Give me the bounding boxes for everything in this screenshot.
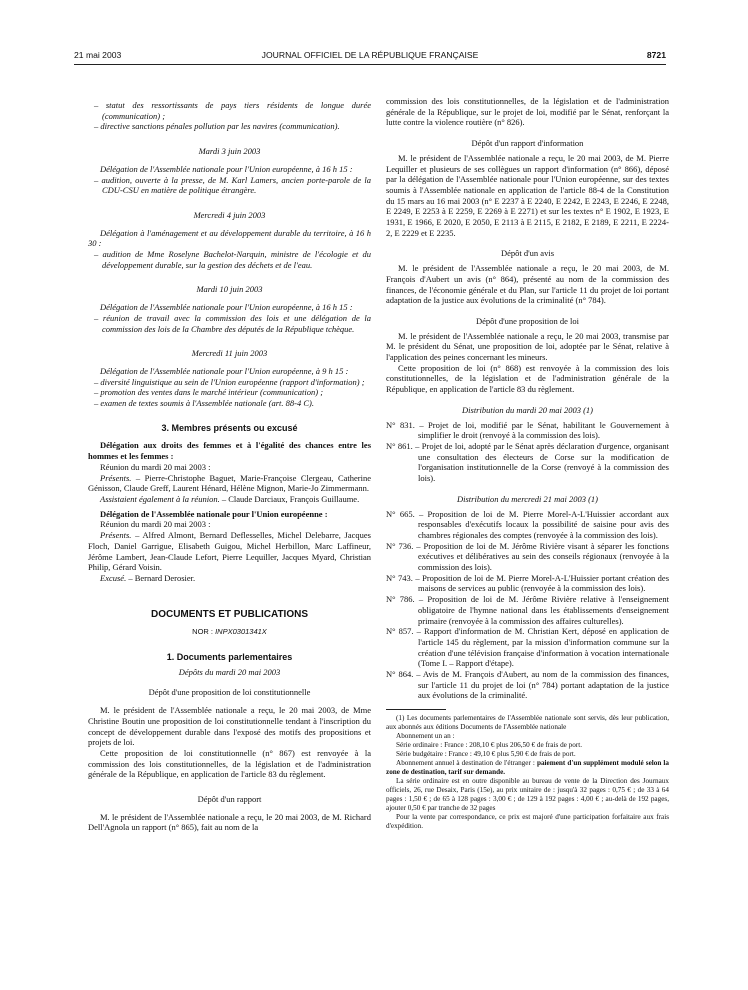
attendance-excused xyxy=(88,573,371,584)
meeting-organ: Délégation de l'Assemblée nationale pour l'Union européenne, à 9 h 15 : xyxy=(100,365,349,376)
right-column xyxy=(386,96,669,831)
subheading: Dépôt d'un rapport d'information xyxy=(471,138,584,149)
document-entry: N° 864. – Avis de M. François d'Aubert, au nom de la commission des finances, sur l'article 11 du projet de loi (n° 784) portant adaptation de la justice aux évolutions de la criminalité. xyxy=(386,669,669,701)
meeting-date: Mercredi 11 juin 2003 xyxy=(191,348,268,359)
meeting-date: Mardi 3 juin 2003 xyxy=(198,146,261,157)
meeting-organ: Délégation de l'Assemblée nationale pour l'Union européenne, à 16 h 15 : xyxy=(100,302,353,313)
section-title: 1. Documents parlementaires xyxy=(166,652,293,663)
distribution-title: Distribution du mardi 20 mai 2003 (1) xyxy=(462,404,593,415)
paragraph: Cette proposition de loi constitutionnelle (n° 867) est renvoyée à la commission des lois constitutionnelles, de la législation et de l'administration générale de la République, en application de l'article 83 du règlement. xyxy=(88,747,371,780)
paragraph: M. le président de l'Assemblée nationale a reçu, le 20 mai 2003, de Mme Christine Boutin une proposition de loi constitutionnelle tendant à l'inscription du concept de développement durable dans l'exposé des motifs des propositions et projets de loi. xyxy=(88,705,371,748)
journal-title: JOURNAL OFFICIEL DE LA RÉPUBLIQUE FRANÇAISE xyxy=(261,50,479,60)
document-entry: N° 665. – Proposition de loi de M. Pierre Morel-A-L'Huissier accordant aux responsables d'exécutifs locaux la possibilité de saisine pour avis des chambres régionales des comptes (renvoyée à la commission des lois). xyxy=(386,508,669,540)
meeting-line: Réunion du mardi 20 mai 2003 : xyxy=(100,519,211,530)
nor-value: INPX0301341X xyxy=(215,627,267,637)
document-entry: N° 831. – Projet de loi, modifié par le Sénat, habilitant le Gouvernement à simplifier le droit (renvoyé à la commission des lois). xyxy=(386,419,669,441)
delegation-title: Délégation de l'Assemblée nationale pour l'Union européenne : xyxy=(100,508,328,519)
document-entry: N° 861. – Projet de loi, adopté par le Sénat après déclaration d'urgence, organisant une consultation des électeurs de Corse sur la modification de l'organisation institutionnelle de la Corse (renvoyé à la commission des lois). xyxy=(386,440,669,484)
footnote-rule xyxy=(386,709,446,710)
header-rule xyxy=(74,64,666,65)
agenda-item: – réunion de travail avec la commission des lois et une délégation de la commission des lois de la Chambre des députés de la République tchèque. xyxy=(94,312,371,334)
agenda-item: – examen de textes soumis à l'Assemblée nationale (art. 88-4 C). xyxy=(94,398,314,409)
agenda-item: – promotion des ventes dans le marché intérieur (communication) ; xyxy=(94,387,324,398)
document-entry: N° 857. – Rapport d'information de M. Christian Kert, déposé en application de l'article 145 du règlement, par la mission d'information commune sur la création d'une télévision française d'information à vocation internationale (Tome I. – Rapport d'étape). xyxy=(386,626,669,669)
footnote: Série budgétaire : France : 49,10 € plus 5,90 € de frais de port. xyxy=(396,750,576,759)
distribution-title: Distribution du mercredi 21 mai 2003 (1) xyxy=(456,493,599,504)
footnote: Série ordinaire : France : 208,10 € plus 206,50 € de frais de port. xyxy=(396,741,583,750)
paragraph: M. le président de l'Assemblée nationale a reçu, le 20 mai 2003, de M. Pierre Lequiller et plusieurs de ses collègues un rapport d'information (n° 866), déposé par la délégation de l'Assemblée nationale pour l'Union européenne, sur des textes soumis à l'Assemblée nationale en application de l'article 88-4 de la Constitution du 15 mars au 16 mai 2003 (n° E 2237 à E 2240, E 2242, E 2243, E 2246, E 2248, E 2249, E 2253 à E 2259, E 2269 à E 2271) et sur les textes n° E 1902, E 1923, E 1931, E 1966, E 2020, E 2050, E 2113 à E 2115, E 2182, E 2189, E 2211, E 2224-2, E 2229 et E 2235. xyxy=(386,152,669,238)
excused-names: – Bernard Derosier. xyxy=(126,572,196,583)
footnote: Pour la vente par correspondance, ce prix est majoré d'une participation forfaitaire aux frais d'expédition. xyxy=(386,813,669,831)
assist-names: – Claude Darciaux, François Guillaume. xyxy=(219,493,360,504)
agenda-item: – statut des ressortissants de pays tiers résidents de longue durée (communication) ; xyxy=(94,100,371,121)
subheading: Dépôt d'un avis xyxy=(501,248,554,259)
document-entry: N° 743. – Proposition de loi de M. Pierre Morel-A-L'Huissier portant création des maisons de services au public (renvoyée à la commission des lois). xyxy=(386,572,669,594)
footnote-bold: paiement d'un supplément modulé selon la zone de destination, tarif sur demande. xyxy=(386,759,669,777)
footnote: La série ordinaire est en outre disponible au bureau de vente de la Direction des Journaux officiels, 26, rue Desaix, Paris (15e), au prix unitaire de : jusqu'à 32 pages : 0,75 € ; de 33 à 64 pages : 1,50 € ; de 65 à 128 pages : 3,00 € ; de 129 à 192 pages : 4,00 € ; au-delà de 192 pages, ajouter 0,50 € par tranche de 32 pages xyxy=(386,777,669,813)
attendance-assist xyxy=(88,494,371,505)
attendance-present xyxy=(88,530,371,573)
subheading: Dépôt d'une proposition de loi xyxy=(475,315,580,326)
document-entry: N° 786. – Proposition de loi de M. Jérôme Rivière relative à l'enseignement obligatoire de l'hymne national dans les établissements d'enseignement primaire (renvoyée à la commission des affaires culturelles). xyxy=(386,594,669,626)
paragraph: M. le président de l'Assemblée nationale a reçu, le 20 mai 2003, de M. Richard Dell'Agnola un rapport (n° 865), fait au nom de la xyxy=(88,811,371,833)
agenda-item: – audition, ouverte à la presse, de M. Karl Lamers, ancien porte-parole de la CDU-CSU en matière de politique étrangère. xyxy=(94,174,371,196)
page-header xyxy=(74,50,666,64)
paragraph: commission des lois constitutionnelles, de la législation et de l'administration générale de la République, sur le projet de loi, modifié par le Sénat, renforçant la lutte contre la violence routière (n° 826). xyxy=(386,96,669,128)
agenda-item: – audition de Mme Roselyne Bachelot-Narquin, ministre de l'écologie et du développement durable, sur la gestion des déchets et de l'eau. xyxy=(94,249,371,270)
delegation-title: Délégation aux droits des femmes et à l'égalité des chances entre les hommes et les femmes : xyxy=(88,440,371,462)
agenda-item: – diversité linguistique au sein de l'Union européenne (rapport d'information) ; xyxy=(94,376,365,387)
agenda-item: – directive sanctions pénales pollution par les navires (communication). xyxy=(94,121,340,132)
meeting-date: Mardi 10 juin 2003 xyxy=(196,284,263,295)
footnote xyxy=(386,759,669,777)
depots-date: Dépôts du mardi 20 mai 2003 xyxy=(178,666,281,677)
header-date: 21 mai 2003 xyxy=(74,50,122,60)
attendance-present xyxy=(88,473,371,494)
page-number: 8721 xyxy=(646,50,666,60)
document-entry: N° 736. – Proposition de loi de M. Jérôme Rivière visant à séparer les fonctions exécutives et délibératives au sein des conseils régionaux (renvoyée à la commission des lois). xyxy=(386,540,669,573)
paragraph: M. le président de l'Assemblée nationale a reçu, le 20 mai 2003, de M. François d'Aubert un avis (n° 864), présenté au nom de la commission des finances, de l'économie générale et du Plan, sur l'article 11 du projet de loi portant adaptation de la justice aux évolutions de la criminalité (n° 784). xyxy=(386,263,669,306)
present-names: – Alfred Almont, Bernard Deflesselles, Michel Delebarre, Jacques Floch, Daniel Garrigue, Elisabeth Guigou, Michel Herbillon, Marc Laffineur, Jérôme Lambert, Jean-Claude Lefort, Pierre Lequiller, Jacques Myard, Christian Philip, Gérard Voisin. xyxy=(88,530,371,573)
meeting-date: Mercredi 4 juin 2003 xyxy=(193,209,266,220)
paragraph: M. le président de l'Assemblée nationale a reçu, le 20 mai 2003, transmise par M. le président du Sénat, une proposition de loi, adoptée par le Sénat, relative à l'application des peines concernant les mineurs. xyxy=(386,330,669,363)
present-label: Présents. xyxy=(100,472,132,483)
nor-label: NOR : xyxy=(192,627,216,637)
footnote: Abonnement un an : xyxy=(396,732,455,741)
subheading: Dépôt d'un rapport xyxy=(197,794,262,805)
meeting-line: Réunion du mardi 20 mai 2003 : xyxy=(100,461,211,472)
section-title: 3. Membres présents ou excusé xyxy=(161,422,298,433)
subheading: Dépôt d'une proposition de loi constitutionnelle xyxy=(148,687,311,698)
footnote-text: Abonnement annuel à destination de l'étranger : xyxy=(396,759,537,768)
excused-label: Excusé. xyxy=(100,572,127,583)
present-label: Présents. xyxy=(100,530,132,541)
nor-reference xyxy=(88,627,371,638)
documents-title: DOCUMENTS ET PUBLICATIONS xyxy=(150,608,309,620)
meeting-organ: Délégation à l'aménagement et au développement durable du territoire, à 16 h 30 : xyxy=(88,227,371,249)
assist-label: Assistaient également à la réunion. xyxy=(100,493,220,504)
meeting-organ: Délégation de l'Assemblée nationale pour l'Union européenne, à 16 h 15 : xyxy=(100,163,353,174)
left-column xyxy=(88,100,371,833)
footnote: (1) Les documents parlementaires de l'Assemblée nationale sont servis, dès leur publication, aux abonnés aux éditions Documents de l'Assemblée nationale xyxy=(386,714,669,732)
paragraph: Cette proposition de loi (n° 868) est renvoyée à la commission des lois constitutionnelles, de la législation et de l'administration générale de la République, en application de l'article 83 du règlement. xyxy=(386,362,669,395)
present-names: – Pierre-Christophe Baguet, Marie-Françoise Clergeau, Catherine Génisson, Claude Greff, Laurent Hénard, Hélène Mignon, Marie-Jo Zimmermann. xyxy=(88,472,371,494)
